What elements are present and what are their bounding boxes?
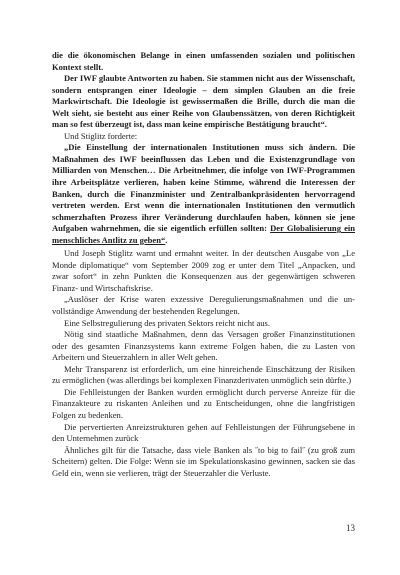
- quote-end: .: [165, 234, 168, 245]
- paragraph-too-big-to-fail: Ähnliches gilt für die Tatsache, dass viele Banken als ˝to big to fail˝ (zu groß zum Scheitern) gelten. Die Folge: Wenn sie im Spekulationskasino gewinnen, sacken sie das Geld ein, wenn sie verlieren, trägt der Steuerzahler die Verluste.: [52, 444, 355, 478]
- paragraph-trigger: „Auslöser der Krise waren exzessive Deregulierungsmaßnahmen und die unvollständige Anwendung der bestehenden Regelungen.: [52, 294, 355, 317]
- page-number: 13: [346, 523, 355, 533]
- quote-underlined-text: Der Globalisierung ein menschliches Antlitz zu geben“: [52, 223, 355, 245]
- paragraph-bank-failures: Die Fehlleistungen der Banken wurden ermöglicht durch perverse Anreize für die Finanzakteure zu riskanten Anleihen und zu Entscheidungen, ohne die langfristigen Folgen zu bedenken.: [52, 386, 355, 420]
- paragraph-stiglitz-demand: Und Stiglitz forderte:: [64, 130, 138, 141]
- paragraph-transparency: Mehr Transparenz ist erforderlich, um eine hinreichende Einschätzung der Risiken zu ermöglichen (was allerdings bei komplexen Finanzderivaten unmöglich sein dürfte.): [52, 363, 355, 386]
- paragraph-imf-ideology: Der IWF glaubte Antworten zu haben. Sie stammen nicht aus der Wissenschaft, sondern entsprangen einer Ideologie – dem simplen Glauben an die freie Markwirtschaft. Die Ideologie ist gewissermaßen die Brille, durch die man die Welt sieht, sie besteht aus einer Reihe von Glaubenssätzen, von deren Richtigkeit man so fest überzeugt ist, dass man keine empirische Bestätigung braucht“.: [52, 73, 355, 130]
- body-text: [52, 50, 355, 479]
- paragraph-incentives: Die pervertierten Anreizstrukturen gehen auf Fehlleistungen der Führungsebene in den Unternehmen zurück: [52, 421, 355, 444]
- quote-stiglitz: [52, 142, 355, 246]
- quote-text: „Die Einstellung der internationalen Institutionen muss sich ändern. Die Maßnahmen des IWF beeinflussen das Leben und die Existenzgrundlage von Milliarden von Menschen… Die Arbeitnehmer, die infolge von IWF-Programmen ihre Arbeitsplätze verlieren, haben keine Stimme, während die Interessen der Banken, durch die Finanzminister und Zentralbankpräsidenten hervorragend vertreten werden. Erst wenn die internationalen Institutionen den vermutlich schmerzhaften Prozess ihrer Veränderung durchlaufen haben, können sie jene Aufgaben wahrnehmen, die sie eigentlich erfüllen sollten:: [52, 142, 355, 234]
- paragraph-self-regulation: Eine Selbstregulierung des privaten Sektors reicht nicht aus.: [64, 317, 271, 328]
- paragraph-continuation: die die ökonomischen Belange in einen umfassenden sozialen und politischen Kontext stellt.: [52, 50, 355, 72]
- paragraph-state-measures: Nötig sind staatliche Maßnahmen, denn das Versagen großer Finanzinstitutionen oder des gesamten Finanzsystems kann extreme Folgen haben, die zu Lasten von Arbeitern und Steuerzahlern in aller Welt gehen.: [52, 329, 355, 363]
- paragraph-le-monde: Und Joseph Stiglitz warnt und ermahnt weiter. In der deutschen Ausgabe von „Le Monde diplomatique“ vom September 2009 zog er unter dem Titel „Anpacken, und zwar sofort“ in zehn Punkten die Konsequenzen aus der gegenwärtigen schweren Finanz- und Wirtschaftskrise.: [52, 248, 355, 293]
